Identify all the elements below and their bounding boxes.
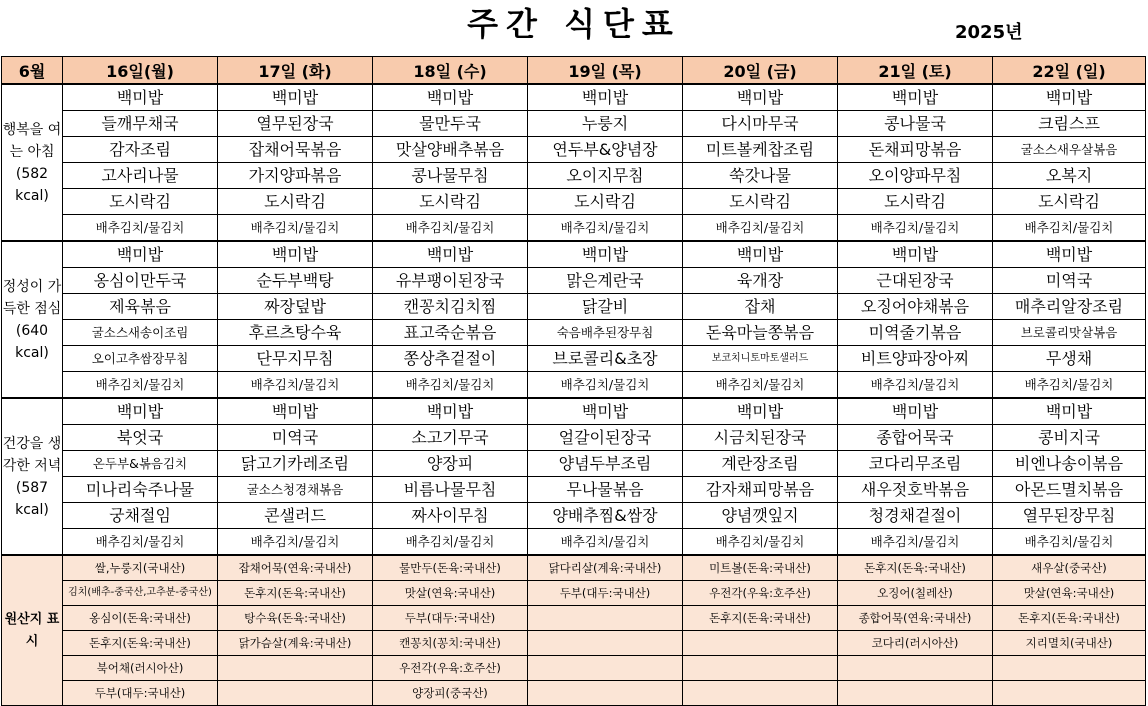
origin-row <box>2 555 1146 581</box>
menu-item: 돈채피망볶음 <box>838 137 993 163</box>
origin-item: 우전각(우육:호주산) <box>683 581 838 606</box>
menu-item: 배추김치/물김치 <box>993 215 1146 242</box>
menu-item: 감자조림 <box>63 137 218 163</box>
origin-item <box>838 681 993 706</box>
day-header: 20일 (금) <box>683 57 838 85</box>
menu-item: 종합어묵국 <box>838 425 993 451</box>
menu-item: 감자채피망볶음 <box>683 477 838 503</box>
menu-item: 미역국 <box>993 268 1146 294</box>
menu-item: 궁채절임 <box>63 503 218 529</box>
menu-item: 시금치된장국 <box>683 425 838 451</box>
meal-row <box>2 163 1146 189</box>
origin-item: 물만두(돈육:국내산) <box>373 555 528 581</box>
menu-item: 쫑상추겉절이 <box>373 346 528 372</box>
menu-item: 코다리무조림 <box>838 451 993 477</box>
menu-item: 백미밥 <box>528 398 683 425</box>
menu-item: 도시락김 <box>528 189 683 215</box>
menu-item: 배추김치/물김치 <box>218 215 373 242</box>
menu-item: 아몬드멸치볶음 <box>993 477 1146 503</box>
origin-row <box>2 681 1146 706</box>
menu-item: 백미밥 <box>218 398 373 425</box>
origin-item: 두부(대두:국내산) <box>373 606 528 631</box>
page-title: 주간 식단표 <box>467 5 681 43</box>
origin-item <box>528 606 683 631</box>
menu-item: 짜장덮밥 <box>218 294 373 320</box>
menu-item: 오징어야채볶음 <box>838 294 993 320</box>
menu-item: 백미밥 <box>683 241 838 268</box>
meal-row <box>2 294 1146 320</box>
origin-item: 돈후지(돈육:국내산) <box>218 581 373 606</box>
menu-item: 고사리나물 <box>63 163 218 189</box>
menu-item: 잡채어묵볶음 <box>218 137 373 163</box>
origin-item: 북어채(러시아산) <box>63 656 218 681</box>
origin-item: 두부(대두:국내산) <box>63 681 218 706</box>
menu-item: 콩비지국 <box>993 425 1146 451</box>
menu-item: 비트양파장아찌 <box>838 346 993 372</box>
menu-item: 맑은계란국 <box>528 268 683 294</box>
menu-item: 백미밥 <box>63 84 218 111</box>
menu-item: 오이양파무침 <box>838 163 993 189</box>
menu-item: 순두부백탕 <box>218 268 373 294</box>
menu-item: 맛살양배추볶음 <box>373 137 528 163</box>
menu-item: 유부팽이된장국 <box>373 268 528 294</box>
meal-row <box>2 346 1146 372</box>
menu-item: 배추김치/물김치 <box>838 529 993 556</box>
meal-label: 건강을 생각한 저녁 (587 kcal) <box>2 398 63 555</box>
menu-item: 굴소스새우살볶음 <box>993 137 1146 163</box>
origin-item <box>683 631 838 656</box>
menu-item: 배추김치/물김치 <box>218 372 373 399</box>
origin-item: 잡채어묵(연육:국내산) <box>218 555 373 581</box>
day-header: 19일 (목) <box>528 57 683 85</box>
menu-item: 단무지무침 <box>218 346 373 372</box>
menu-item: 배추김치/물김치 <box>63 372 218 399</box>
menu-item: 오복지 <box>993 163 1146 189</box>
origin-item: 우전각(우육:호주산) <box>373 656 528 681</box>
menu-item: 백미밥 <box>63 398 218 425</box>
menu-item: 계란장조림 <box>683 451 838 477</box>
menu-item: 비름나물무침 <box>373 477 528 503</box>
origin-item: 캔꽁치(꽁치:국내산) <box>373 631 528 656</box>
origin-item: 맛살(연육:국내산) <box>993 581 1146 606</box>
day-header: 18일 (수) <box>373 57 528 85</box>
menu-item: 열무된장국 <box>218 111 373 137</box>
menu-item: 콘샐러드 <box>218 503 373 529</box>
menu-item: 얼갈이된장국 <box>528 425 683 451</box>
menu-item: 육개장 <box>683 268 838 294</box>
menu-item: 배추김치/물김치 <box>528 529 683 556</box>
origin-item: 미트볼(돈육:국내산) <box>683 555 838 581</box>
origin-item: 양장피(중국산) <box>373 681 528 706</box>
origin-item: 새우살(중국산) <box>993 555 1146 581</box>
menu-item: 쑥갓나물 <box>683 163 838 189</box>
menu-item: 배추김치/물김치 <box>838 215 993 242</box>
origin-item: 돈후지(돈육:국내산) <box>683 606 838 631</box>
menu-item: 백미밥 <box>218 241 373 268</box>
menu-item: 돈육마늘쫑볶음 <box>683 320 838 346</box>
meal-row <box>2 398 1146 425</box>
day-header: 16일(월) <box>63 57 218 85</box>
origin-item: 돈후지(돈육:국내산) <box>993 606 1146 631</box>
origin-item: 돈후지(돈육:국내산) <box>838 555 993 581</box>
origin-item: 종합어묵(연육:국내산) <box>838 606 993 631</box>
origin-item <box>838 656 993 681</box>
menu-item: 양장피 <box>373 451 528 477</box>
month-header: 6월 <box>2 57 63 85</box>
menu-item: 열무된장무침 <box>993 503 1146 529</box>
menu-item: 청경채겉절이 <box>838 503 993 529</box>
meal-row <box>2 425 1146 451</box>
day-header: 17일 (화) <box>218 57 373 85</box>
menu-item: 도시락김 <box>63 189 218 215</box>
meal-row <box>2 268 1146 294</box>
menu-item: 온두부&볶음김치 <box>63 451 218 477</box>
menu-item: 백미밥 <box>218 84 373 111</box>
origin-item <box>993 656 1146 681</box>
menu-item: 도시락김 <box>838 189 993 215</box>
meal-row <box>2 320 1146 346</box>
origin-row <box>2 656 1146 681</box>
origin-item: 쌀,누룽지(국내산) <box>63 555 218 581</box>
menu-item: 도시락김 <box>373 189 528 215</box>
origin-item: 김치(배추-중국산,고추분-중국산) <box>63 581 218 606</box>
menu-item: 굴소스새송이조림 <box>63 320 218 346</box>
menu-item: 잡채 <box>683 294 838 320</box>
menu-item: 양념두부조림 <box>528 451 683 477</box>
menu-item: 백미밥 <box>373 84 528 111</box>
meal-label: 행복을 여는 아침 (582 kcal) <box>2 84 63 241</box>
menu-item: 비엔나송이볶음 <box>993 451 1146 477</box>
menu-item: 배추김치/물김치 <box>373 529 528 556</box>
origin-item: 탕수육(돈육:국내산) <box>218 606 373 631</box>
meal-row <box>2 215 1146 242</box>
day-header: 22일 (일) <box>993 57 1146 85</box>
meal-label: 정성이 가득한 점심 (640 kcal) <box>2 241 63 398</box>
origin-label: 원산지 표시 <box>2 555 63 706</box>
origin-item: 닭다리살(계육:국내산) <box>528 555 683 581</box>
menu-item: 콩나물국 <box>838 111 993 137</box>
menu-item: 굴소스청경채볶음 <box>218 477 373 503</box>
menu-item: 닭갈비 <box>528 294 683 320</box>
menu-item: 백미밥 <box>838 241 993 268</box>
menu-item: 연두부&양념장 <box>528 137 683 163</box>
meal-row <box>2 451 1146 477</box>
menu-item: 배추김치/물김치 <box>218 529 373 556</box>
origin-item <box>218 681 373 706</box>
menu-item: 닭고기카레조림 <box>218 451 373 477</box>
origin-item <box>528 656 683 681</box>
menu-item: 다시마무국 <box>683 111 838 137</box>
menu-item: 근대된장국 <box>838 268 993 294</box>
menu-item: 보코치니토마토샐러드 <box>683 346 838 372</box>
origin-item <box>528 631 683 656</box>
menu-item: 백미밥 <box>528 84 683 111</box>
menu-item: 소고기무국 <box>373 425 528 451</box>
menu-item: 백미밥 <box>683 398 838 425</box>
meal-row <box>2 84 1146 111</box>
origin-row <box>2 631 1146 656</box>
menu-item: 크림스프 <box>993 111 1146 137</box>
menu-item: 후르츠탕수육 <box>218 320 373 346</box>
menu-table <box>1 56 1146 706</box>
origin-item <box>528 681 683 706</box>
meal-row <box>2 137 1146 163</box>
menu-item: 백미밥 <box>993 398 1146 425</box>
menu-item: 브로콜리&초장 <box>528 346 683 372</box>
meal-row <box>2 111 1146 137</box>
menu-item: 배추김치/물김치 <box>373 372 528 399</box>
menu-item: 도시락김 <box>993 189 1146 215</box>
origin-item: 옹심이(돈육:국내산) <box>63 606 218 631</box>
menu-item: 미트볼케찹조림 <box>683 137 838 163</box>
origin-item <box>993 681 1146 706</box>
origin-item <box>218 656 373 681</box>
origin-item: 맛살(연육:국내산) <box>373 581 528 606</box>
menu-item: 백미밥 <box>528 241 683 268</box>
meal-row <box>2 529 1146 556</box>
menu-item: 콩나물무침 <box>373 163 528 189</box>
origin-item: 오징어(칠레산) <box>838 581 993 606</box>
menu-item: 배추김치/물김치 <box>683 372 838 399</box>
menu-item: 미역국 <box>218 425 373 451</box>
menu-item: 백미밥 <box>838 398 993 425</box>
menu-item: 북엇국 <box>63 425 218 451</box>
menu-item: 백미밥 <box>993 84 1146 111</box>
menu-item: 매추리알장조림 <box>993 294 1146 320</box>
header-row <box>2 57 1146 85</box>
menu-item: 미역줄기볶음 <box>838 320 993 346</box>
menu-item: 배추김치/물김치 <box>528 215 683 242</box>
meal-row <box>2 503 1146 529</box>
origin-item <box>683 656 838 681</box>
menu-item: 도시락김 <box>218 189 373 215</box>
menu-item: 백미밥 <box>838 84 993 111</box>
meal-row <box>2 477 1146 503</box>
menu-item: 배추김치/물김치 <box>683 215 838 242</box>
meal-row <box>2 372 1146 399</box>
menu-item: 배추김치/물김치 <box>993 529 1146 556</box>
menu-item: 배추김치/물김치 <box>373 215 528 242</box>
origin-item: 두부(대두:국내산) <box>528 581 683 606</box>
menu-item: 배추김치/물김치 <box>993 372 1146 399</box>
menu-item: 오이고추쌈장무침 <box>63 346 218 372</box>
menu-item: 배추김치/물김치 <box>838 372 993 399</box>
menu-item: 도시락김 <box>683 189 838 215</box>
menu-item: 백미밥 <box>993 241 1146 268</box>
menu-item: 물만두국 <box>373 111 528 137</box>
menu-item: 누룽지 <box>528 111 683 137</box>
menu-item: 백미밥 <box>373 241 528 268</box>
menu-item: 오이지무침 <box>528 163 683 189</box>
origin-item: 닭가슴살(계육:국내산) <box>218 631 373 656</box>
menu-item: 짜사이무침 <box>373 503 528 529</box>
menu-item: 표고죽순볶음 <box>373 320 528 346</box>
menu-item: 무생채 <box>993 346 1146 372</box>
menu-item: 숙음배추된장무침 <box>528 320 683 346</box>
origin-item: 지리멸치(국내산) <box>993 631 1146 656</box>
menu-item: 양배추찜&쌈장 <box>528 503 683 529</box>
menu-item: 옹심이만두국 <box>63 268 218 294</box>
menu-item: 새우젓호박볶음 <box>838 477 993 503</box>
menu-item: 가지양파볶음 <box>218 163 373 189</box>
menu-item: 배추김치/물김치 <box>63 529 218 556</box>
year-label: 2025년 <box>955 22 1023 43</box>
menu-item: 무나물볶음 <box>528 477 683 503</box>
menu-item: 백미밥 <box>683 84 838 111</box>
menu-item: 배추김치/물김치 <box>683 529 838 556</box>
origin-item: 코다리(러시아산) <box>838 631 993 656</box>
menu-item: 배추김치/물김치 <box>528 372 683 399</box>
origin-row <box>2 581 1146 606</box>
menu-item: 브로콜리맛살볶음 <box>993 320 1146 346</box>
meal-row <box>2 189 1146 215</box>
day-header: 21일 (토) <box>838 57 993 85</box>
meal-row <box>2 241 1146 268</box>
origin-row <box>2 606 1146 631</box>
origin-item: 돈후지(돈육:국내산) <box>63 631 218 656</box>
menu-item: 제육볶음 <box>63 294 218 320</box>
menu-item: 양념깻잎지 <box>683 503 838 529</box>
menu-item: 들깨무채국 <box>63 111 218 137</box>
menu-item: 백미밥 <box>63 241 218 268</box>
menu-item: 백미밥 <box>373 398 528 425</box>
menu-item: 캔꽁치김치찜 <box>373 294 528 320</box>
menu-item: 배추김치/물김치 <box>63 215 218 242</box>
menu-item: 미나리숙주나물 <box>63 477 218 503</box>
origin-item <box>683 681 838 706</box>
